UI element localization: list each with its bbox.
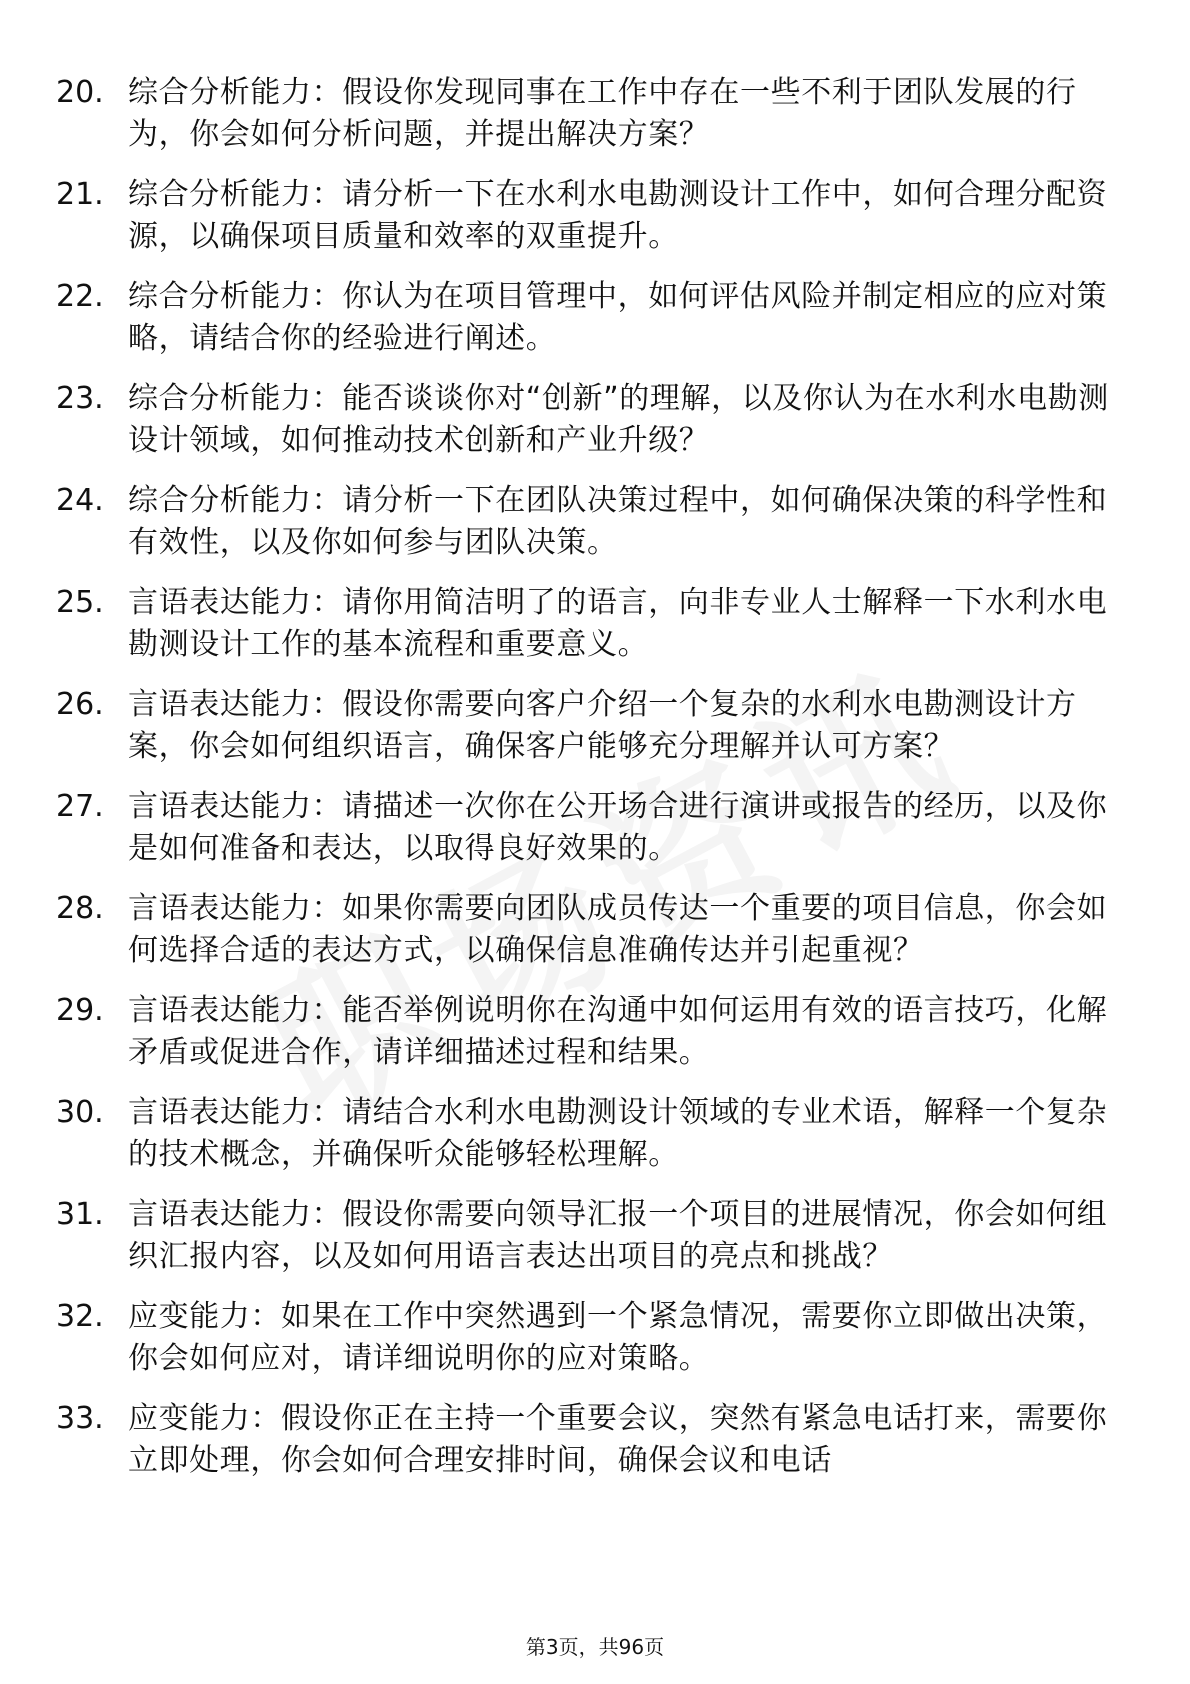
- question-item: [56, 1398, 1136, 1482]
- page-footer: [0, 1634, 1190, 1660]
- question-number: 30.: [56, 1095, 104, 1130]
- question-number: 31.: [56, 1197, 104, 1232]
- question-number: 22.: [56, 279, 104, 314]
- question-item: [56, 786, 1136, 870]
- question-text: 言语表达能力：假设你需要向客户介绍一个复杂的水利水电勘测设计方案，你会如何组织语言，确保客户能够充分理解并认可方案？: [128, 687, 1077, 764]
- question-item: [56, 990, 1136, 1074]
- question-item: [56, 684, 1136, 768]
- question-text: 综合分析能力：你认为在项目管理中，如何评估风险并制定相应的应对策略，请结合你的经验进行阐述。: [128, 279, 1108, 356]
- question-list: [56, 72, 1136, 1500]
- question-text: 言语表达能力：请描述一次你在公开场合进行演讲或报告的经历，以及你是如何准备和表达，以取得良好效果的。: [128, 789, 1108, 866]
- question-number: 24.: [56, 483, 104, 518]
- question-text: 综合分析能力：请分析一下在团队决策过程中，如何确保决策的科学性和有效性，以及你如何参与团队决策。: [128, 483, 1108, 560]
- question-item: [56, 888, 1136, 972]
- question-text: 言语表达能力：如果你需要向团队成员传达一个重要的项目信息，你会如何选择合适的表达方式，以确保信息准确传达并引起重视？: [128, 891, 1108, 968]
- question-number: 28.: [56, 891, 104, 926]
- question-item: [56, 378, 1136, 462]
- question-item: [56, 1194, 1136, 1278]
- question-number: 25.: [56, 585, 104, 620]
- question-item: [56, 1296, 1136, 1380]
- question-item: [56, 582, 1136, 666]
- question-number: 26.: [56, 687, 104, 722]
- question-number: 21.: [56, 177, 104, 212]
- question-item: [56, 72, 1136, 156]
- question-item: [56, 1092, 1136, 1176]
- question-number: 27.: [56, 789, 104, 824]
- question-item: [56, 174, 1136, 258]
- question-item: [56, 276, 1136, 360]
- question-text: 言语表达能力：能否举例说明你在沟通中如何运用有效的语言技巧，化解矛盾或促进合作，请详细描述过程和结果。: [128, 993, 1108, 1070]
- question-text: 应变能力：如果在工作中突然遇到一个紧急情况，需要你立即做出决策，你会如何应对，请详细说明你的应对策略。: [128, 1299, 1108, 1376]
- question-number: 33.: [56, 1401, 104, 1436]
- question-item: [56, 480, 1136, 564]
- question-text: 言语表达能力：请你用简洁明了的语言，向非专业人士解释一下水利水电勘测设计工作的基本流程和重要意义。: [128, 585, 1108, 662]
- question-text: 综合分析能力：请分析一下在水利水电勘测设计工作中，如何合理分配资源，以确保项目质量和效率的双重提升。: [128, 177, 1108, 254]
- question-number: 20.: [56, 75, 104, 110]
- question-text: 言语表达能力：请结合水利水电勘测设计领域的专业术语，解释一个复杂的技术概念，并确保听众能够轻松理解。: [128, 1095, 1108, 1172]
- question-text: 综合分析能力：能否谈谈你对“创新”的理解，以及你认为在水利水电勘测设计领域，如何推动技术创新和产业升级？: [128, 381, 1109, 458]
- question-number: 29.: [56, 993, 104, 1028]
- question-number: 23.: [56, 381, 104, 416]
- question-number: 32.: [56, 1299, 104, 1334]
- question-text: 言语表达能力：假设你需要向领导汇报一个项目的进展情况，你会如何组织汇报内容，以及如何用语言表达出项目的亮点和挑战？: [128, 1197, 1108, 1274]
- question-text: 应变能力：假设你正在主持一个重要会议，突然有紧急电话打来，需要你立即处理，你会如何合理安排时间，确保会议和电话: [128, 1401, 1108, 1478]
- question-text: 综合分析能力：假设你发现同事在工作中存在一些不利于团队发展的行为，你会如何分析问题，并提出解决方案？: [128, 75, 1077, 152]
- page-number-label: 第3页，共96页: [525, 1635, 665, 1659]
